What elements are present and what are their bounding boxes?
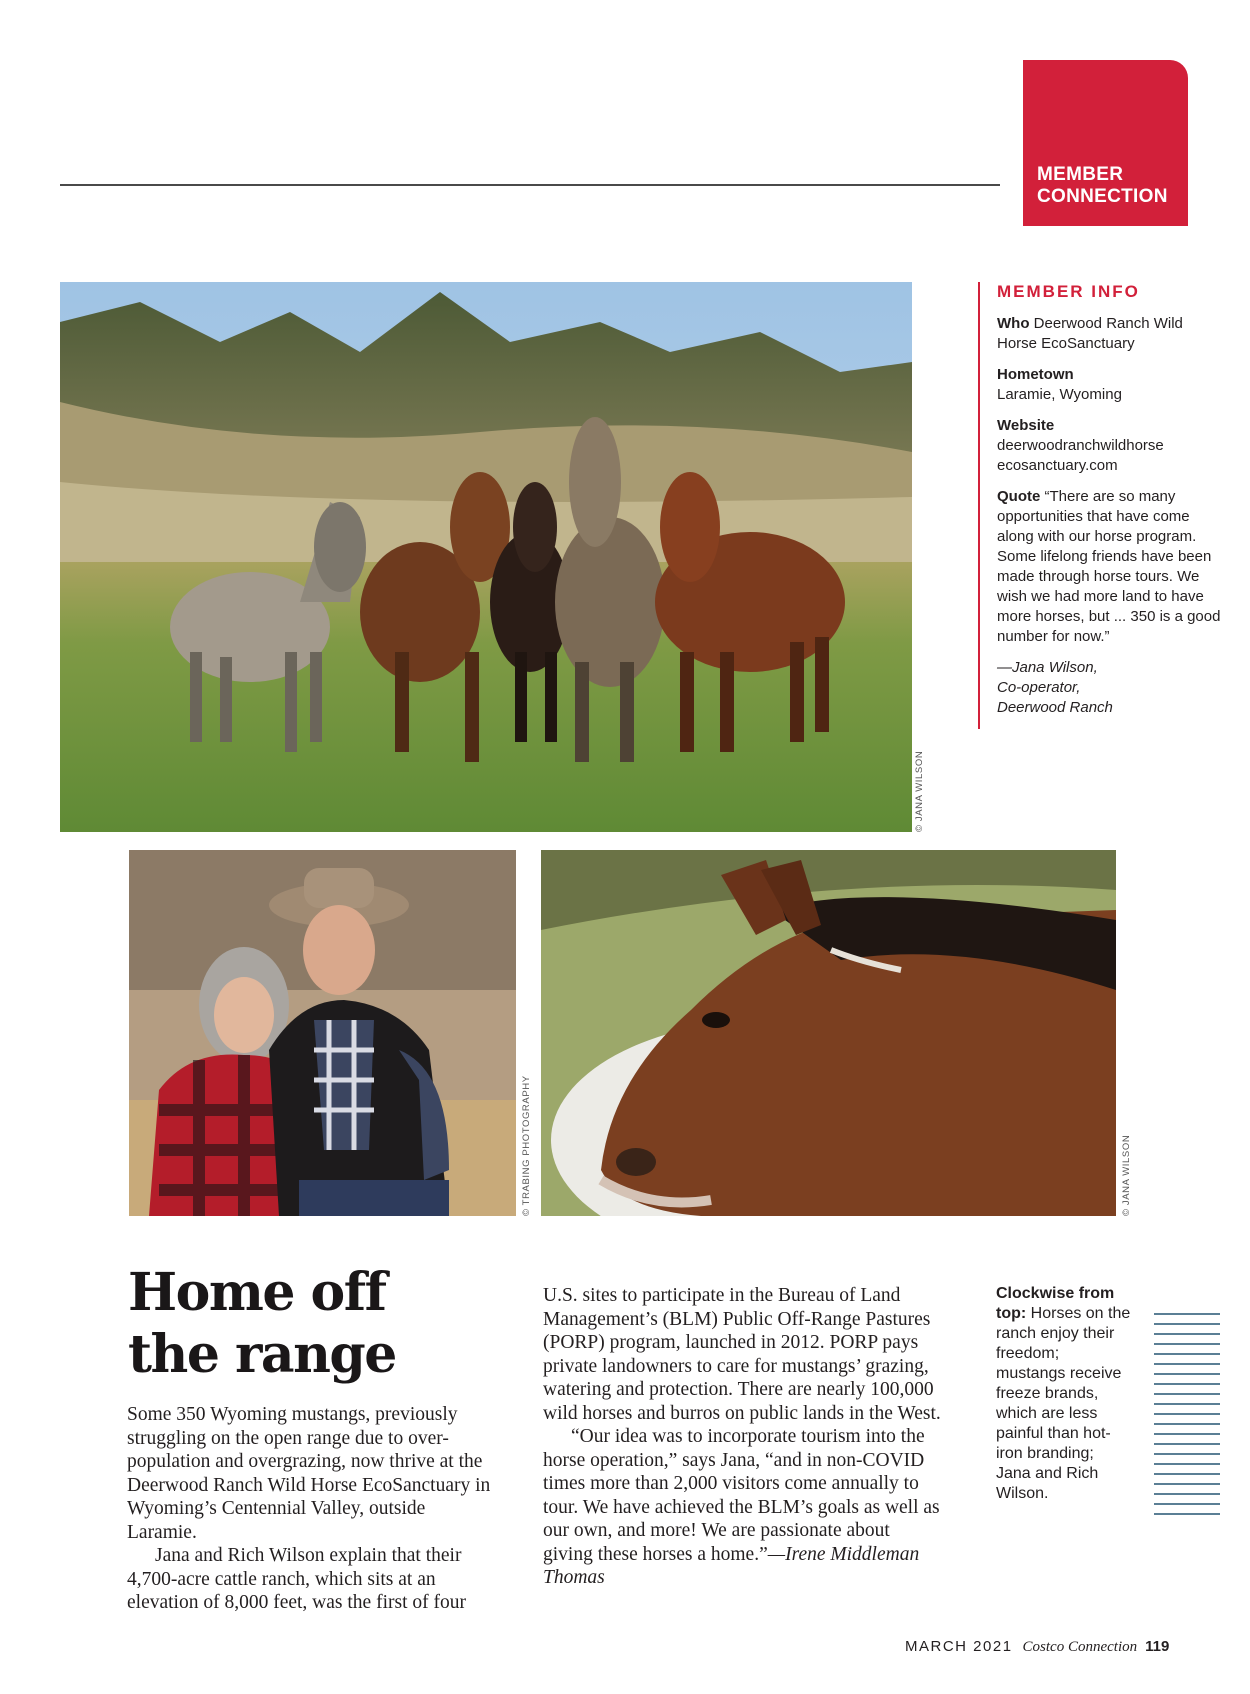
article-column-2 bbox=[543, 1284, 943, 1590]
attribution-line1: —Jana Wilson, bbox=[997, 659, 1098, 676]
website-value: deerwoodranchwildhorse ecosanctuary.com bbox=[997, 437, 1164, 474]
caption-text: Horses on the ranch enjoy their freedom; mustangs receive freeze brands, which are less painful than hot-iron branding; Jana and Rich Wilson. bbox=[996, 1305, 1131, 1502]
photo-caption bbox=[996, 1284, 1131, 1504]
couple-photo bbox=[129, 850, 516, 1216]
col2-paragraph-1: U.S. sites to participate in the Bureau of Land Management’s (BLM) Public Off-Range Pastures (PORP) program, launched in 2012. PORP pays private landowners to care for mustangs’ grazing, watering and protection. There are nearly 100,000 wild horses and burros on public lands in the West. bbox=[543, 1285, 941, 1424]
quote-value: “There are so many opportunities that have come along with our horse program. Some lifelong friends have been made through horse tours. We wish we had more land to have more horses, but ... 350 is a good number for now.” bbox=[997, 488, 1221, 645]
attribution-line2: Co-operator, bbox=[997, 679, 1081, 696]
headline-line2: the range bbox=[128, 1324, 396, 1385]
article-column-1 bbox=[127, 1403, 497, 1615]
page-number: 119 bbox=[1145, 1638, 1170, 1655]
footer-magazine: Costco Connection bbox=[1022, 1639, 1138, 1655]
section-tab-line2: CONNECTION bbox=[1037, 186, 1168, 207]
horse-photo-credit: © JANA WILSON bbox=[1121, 1134, 1132, 1216]
hometown-entry bbox=[997, 365, 1227, 405]
quote-label: Quote bbox=[997, 488, 1041, 505]
who-value: Deerwood Ranch Wild Horse EcoSanctuary bbox=[997, 315, 1183, 352]
hometown-label: Hometown bbox=[997, 366, 1074, 383]
who-label: Who bbox=[997, 315, 1030, 332]
top-photo-credit: © JANA WILSON bbox=[914, 750, 925, 832]
hometown-value: Laramie, Wyoming bbox=[997, 386, 1122, 403]
website-label: Website bbox=[997, 417, 1055, 434]
footer-month: MARCH 2021 bbox=[905, 1638, 1013, 1655]
col2-paragraph-2 bbox=[543, 1425, 943, 1590]
quote-entry bbox=[997, 487, 1227, 647]
section-tab bbox=[1023, 60, 1188, 226]
article-byline: —Irene Middleman Thomas bbox=[543, 1543, 920, 1588]
col2-paragraph-2-text: “Our idea was to incorporate tourism into the horse operation,” says Jana, “and in non-COVID times more than 2,000 visitors come annually to tour. We have achieved the BLM’s goals as well as our own, and more! We are passionate about giving these horses a home.” bbox=[543, 1426, 940, 1565]
member-info-box bbox=[978, 282, 1227, 729]
horse-closeup-photo bbox=[541, 850, 1116, 1216]
attribution-line3: Deerwood Ranch bbox=[997, 699, 1113, 716]
col1-paragraph-1: Some 350 Wyoming mustangs, previously struggling on the open range due to over-population and overgrazing, now thrive at the Deerwood Ranch Wild Horse EcoSanctuary in Wyoming’s Centennial Valley, outside Laramie. bbox=[127, 1404, 491, 1543]
headline-line1: Home off bbox=[128, 1262, 386, 1323]
col1-paragraph-2: Jana and Rich Wilson explain that their 4,700-acre cattle ranch, which sits at an elevation of 8,000 feet, was the first of four bbox=[127, 1545, 466, 1613]
quote-attribution bbox=[997, 658, 1227, 718]
couple-photo-credit: © TRABING PHOTOGRAPHY bbox=[521, 1075, 532, 1216]
article-headline bbox=[128, 1262, 396, 1386]
decorative-stripes bbox=[1154, 1313, 1220, 1523]
section-tab-line1: MEMBER bbox=[1037, 164, 1124, 185]
horses-range-photo bbox=[60, 282, 912, 832]
header-rule bbox=[60, 184, 1000, 186]
caption-lead: Clockwise from top: bbox=[996, 1285, 1115, 1322]
member-info-heading: MEMBER INFO bbox=[997, 282, 1140, 301]
page-footer bbox=[905, 1638, 1169, 1656]
who-entry bbox=[997, 314, 1227, 354]
website-entry bbox=[997, 416, 1227, 476]
